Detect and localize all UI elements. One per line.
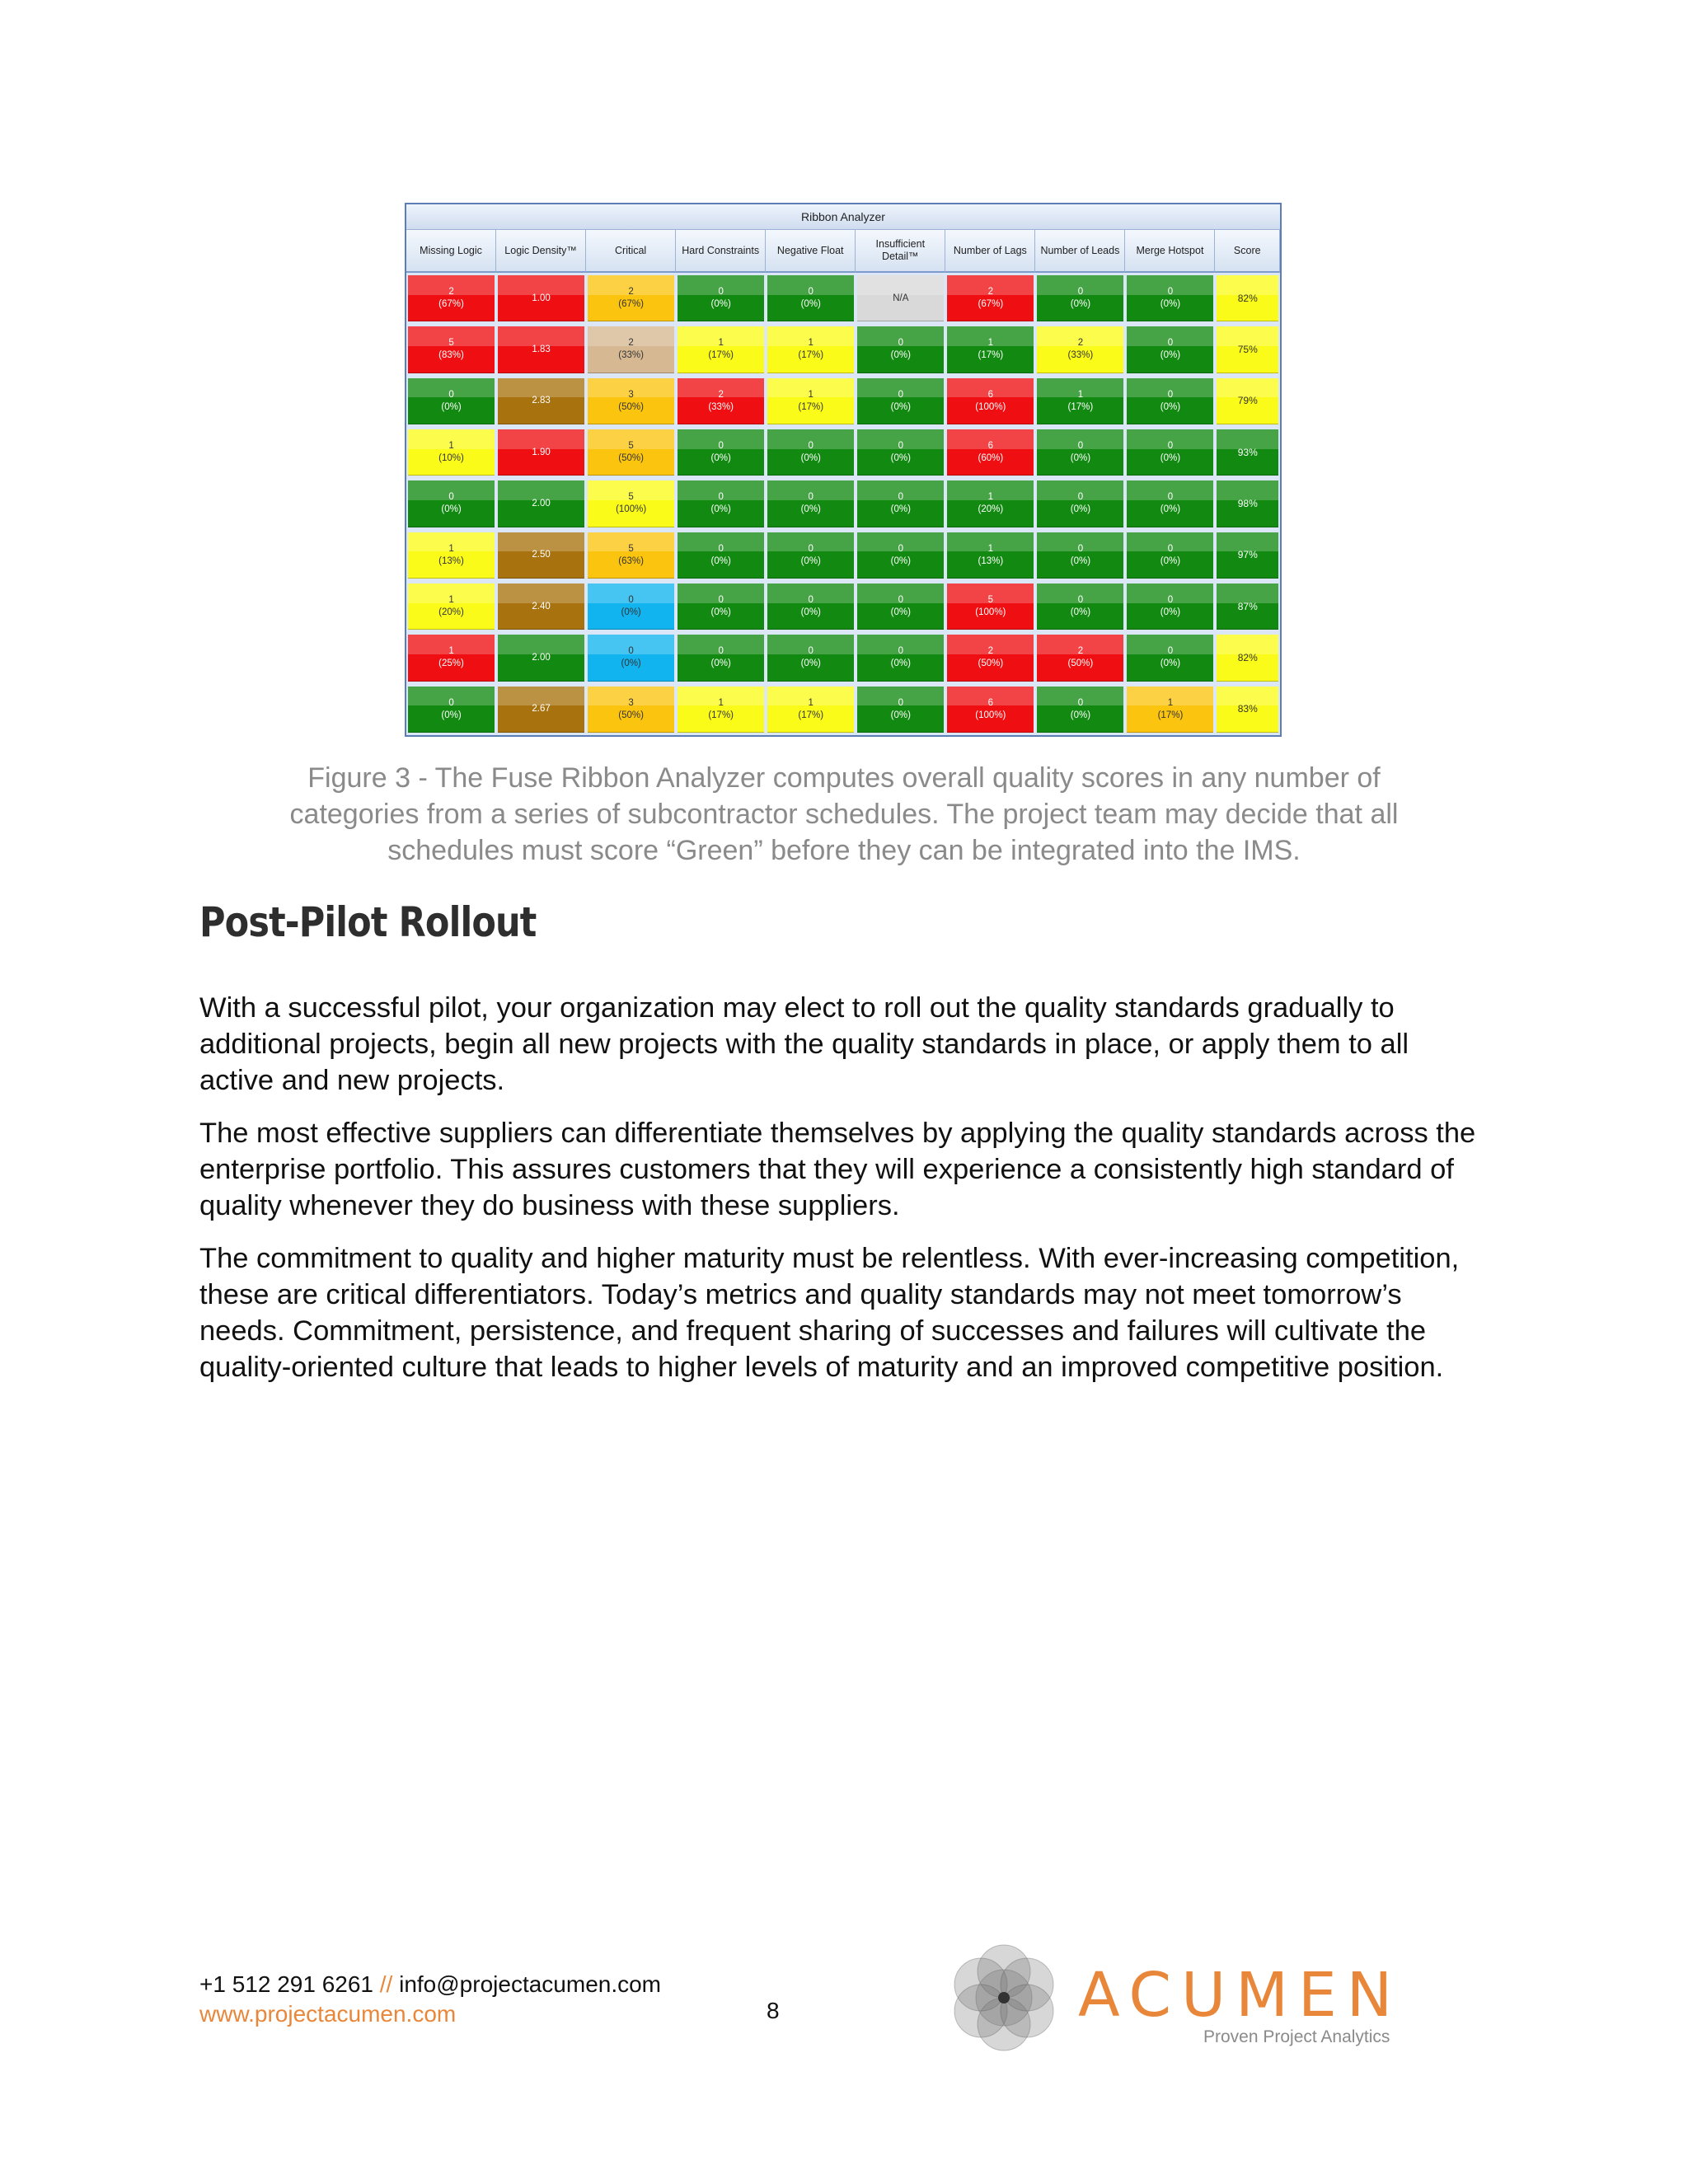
cell-percent: (0%): [1160, 555, 1181, 566]
metric-cell: [857, 532, 944, 579]
cell-percent: (0%): [621, 658, 641, 669]
metric-cell: [857, 480, 944, 527]
cell-percent: (67%): [438, 299, 464, 310]
metric-cell: [767, 480, 854, 527]
cell-percent: (50%): [1067, 658, 1094, 669]
cell-percent: (67%): [618, 299, 644, 310]
cell-value: 0: [898, 697, 903, 708]
cell-value: 93%: [1237, 446, 1258, 458]
cell-value: 5: [628, 441, 634, 452]
cell-value: 0: [1077, 441, 1084, 452]
cell-percent: (33%): [1067, 350, 1094, 361]
cell-value: 2: [1077, 338, 1084, 349]
metric-cell: [408, 378, 495, 424]
metric-cell: [767, 326, 854, 373]
cell-value: 2: [987, 287, 994, 298]
cell-value: 1: [987, 543, 994, 554]
cell-value: 0: [808, 543, 814, 554]
cell-percent: (17%): [708, 710, 734, 720]
cell-value: 0: [1077, 697, 1084, 708]
metric-cell: [857, 583, 944, 630]
cell-percent: (50%): [618, 710, 644, 720]
cell-value: 2.67: [532, 704, 551, 715]
metric-cell: [1037, 480, 1123, 527]
cell-value: N/A: [893, 293, 909, 303]
cell-percent: (17%): [708, 350, 734, 361]
cell-value: 2: [1077, 646, 1084, 657]
column-header: Score: [1215, 230, 1280, 273]
cell-value: 79%: [1237, 395, 1258, 407]
cell-percent: (50%): [978, 658, 1004, 669]
caption-line: schedules must score “Green” before they can be integrated into the IMS.: [387, 835, 1301, 866]
metric-cell: [1127, 429, 1213, 476]
cell-value: 0: [718, 595, 724, 606]
score-cell: [1217, 275, 1278, 321]
cell-value: 75%: [1237, 343, 1258, 355]
metric-cell: [1127, 583, 1213, 630]
acumen-logo-tagline: Proven Project Analytics: [1203, 2027, 1390, 2046]
cell-percent: (0%): [710, 607, 731, 618]
cell-value: 97%: [1237, 549, 1258, 561]
cell-percent: (0%): [1070, 453, 1091, 464]
cell-value: 0: [1167, 441, 1174, 452]
metric-cell: [857, 326, 944, 373]
metric-cell: [947, 583, 1034, 630]
score-cell: [1217, 429, 1278, 476]
metric-cell: [498, 583, 584, 630]
figure-caption: [206, 760, 1482, 869]
cell-value: 0: [628, 646, 634, 657]
cell-percent: (0%): [710, 658, 731, 669]
metric-cell: [408, 583, 495, 630]
cell-value: 1: [448, 441, 454, 452]
cell-value: 5: [628, 543, 634, 554]
cell-percent: (0%): [1160, 504, 1181, 515]
metric-cell: [678, 687, 764, 733]
metric-cell: [947, 275, 1034, 321]
cell-percent: (0%): [1070, 710, 1091, 720]
cell-value: 0: [448, 492, 454, 503]
cell-value: 98%: [1237, 497, 1258, 509]
cell-percent: (17%): [1067, 401, 1094, 412]
cell-value: 1: [448, 543, 454, 554]
cell-percent: (0%): [441, 401, 462, 412]
cell-value: 0: [898, 338, 903, 349]
cell-value: 0: [448, 389, 454, 400]
cell-percent: (0%): [1160, 453, 1181, 464]
cell-value: 0: [1077, 595, 1084, 606]
metric-cell: [408, 687, 495, 733]
cell-value: 0: [808, 492, 814, 503]
metric-cell: [857, 635, 944, 681]
cell-percent: (13%): [978, 555, 1004, 566]
metric-cell: [408, 326, 495, 373]
metric-cell: [498, 429, 584, 476]
cell-value: 1: [718, 338, 724, 349]
cell-value: 0: [898, 441, 903, 452]
metric-cell: [1037, 378, 1123, 424]
metric-cell: [588, 635, 674, 681]
score-cell: [1217, 687, 1278, 733]
cell-value: 2.00: [532, 652, 551, 663]
cell-percent: (0%): [890, 607, 911, 618]
cell-percent: (0%): [1160, 607, 1181, 618]
cell-value: 0: [898, 543, 903, 554]
cell-percent: (33%): [618, 350, 644, 361]
cell-value: 0: [628, 595, 634, 606]
score-cell: [1217, 480, 1278, 527]
metric-cell: [1127, 480, 1213, 527]
metric-cell: [1127, 378, 1213, 424]
metric-cell: [767, 429, 854, 476]
cell-value: 0: [808, 287, 814, 298]
cell-percent: (0%): [1070, 607, 1091, 618]
cell-value: 5: [628, 492, 634, 503]
cell-value: 1: [987, 338, 994, 349]
metric-cell: [1037, 429, 1123, 476]
cell-value: 1: [1167, 697, 1174, 708]
cell-value: 2: [628, 338, 634, 349]
column-header: Number of Lags: [945, 230, 1035, 273]
metric-cell: [588, 326, 674, 373]
score-cell: [1217, 532, 1278, 579]
cell-percent: (0%): [710, 453, 731, 464]
cell-percent: (0%): [890, 453, 911, 464]
score-cell: [1217, 378, 1278, 424]
metric-cell: [767, 378, 854, 424]
metric-cell: [588, 378, 674, 424]
metric-cell: [408, 429, 495, 476]
cell-value: 2: [448, 287, 454, 298]
cell-value: 0: [898, 595, 903, 606]
metric-cell: [1127, 275, 1213, 321]
cell-value: 5: [987, 595, 994, 606]
cell-percent: (17%): [798, 710, 824, 720]
metric-cell: [1037, 583, 1123, 630]
cell-percent: (60%): [978, 453, 1004, 464]
cell-percent: (0%): [441, 504, 462, 515]
cell-percent: (0%): [1160, 350, 1181, 361]
body-paragraph: The most effective suppliers can differentiate themselves by applying the quality standards across the enterprise portfolio. This assures customers that they will experience a consistently high standard of quality whenever they do business with these suppliers.: [199, 1118, 1476, 1221]
metric-cell: [1127, 687, 1213, 733]
cell-percent: (67%): [978, 299, 1004, 310]
metric-cell: [498, 275, 584, 321]
cell-value: 0: [718, 287, 724, 298]
cell-percent: (0%): [890, 504, 911, 515]
cell-value: 0: [718, 543, 724, 554]
cell-value: 0: [718, 492, 724, 503]
metric-cell: [498, 326, 584, 373]
cell-value: 2.83: [532, 396, 551, 406]
metric-cell: [857, 275, 944, 321]
cell-percent: (50%): [618, 453, 644, 464]
ribbon-analyzer-title: Ribbon Analyzer: [406, 204, 1280, 230]
cell-percent: (100%): [975, 710, 1006, 720]
cell-percent: (0%): [890, 401, 911, 412]
cell-percent: (0%): [1070, 299, 1091, 310]
cell-value: 6: [987, 697, 994, 708]
metric-cell: [498, 532, 584, 579]
cell-value: 87%: [1237, 600, 1258, 612]
cell-value: 1.00: [532, 293, 551, 303]
body-paragraph: With a successful pilot, your organization may elect to roll out the quality standards gradually to additional projects, begin all new projects with the quality standards in place, or apply them to all active and new projects.: [199, 992, 1409, 1096]
metric-cell: [498, 635, 584, 681]
metric-cell: [947, 532, 1034, 579]
cell-percent: (0%): [890, 658, 911, 669]
column-header: Insufficient Detail™: [856, 230, 945, 273]
cell-percent: (0%): [1070, 555, 1091, 566]
cell-value: 1: [808, 338, 814, 349]
cell-percent: (0%): [890, 710, 911, 720]
metric-cell: [678, 429, 764, 476]
metric-cell: [1037, 326, 1123, 373]
cell-percent: (0%): [1070, 504, 1091, 515]
cell-percent: (17%): [798, 401, 824, 412]
cell-percent: (33%): [708, 401, 734, 412]
metric-cell: [408, 480, 495, 527]
metric-cell: [678, 326, 764, 373]
cell-percent: (0%): [800, 555, 821, 566]
cell-value: 1: [987, 492, 994, 503]
cell-value: 0: [448, 697, 454, 708]
cell-value: 0: [898, 492, 903, 503]
metric-cell: [408, 275, 495, 321]
footer-phone: +1 512 291 6261: [199, 1971, 373, 1997]
column-header: Missing Logic: [406, 230, 496, 273]
cell-value: 1.83: [532, 344, 551, 354]
cell-percent: (0%): [441, 710, 462, 720]
metric-cell: [678, 275, 764, 321]
cell-percent: (0%): [1160, 299, 1181, 310]
metric-cell: [857, 378, 944, 424]
metric-cell: [678, 532, 764, 579]
cell-value: 2.50: [532, 550, 551, 560]
metric-cell: [1127, 326, 1213, 373]
metric-cell: [947, 429, 1034, 476]
cell-value: 0: [1167, 338, 1174, 349]
cell-value: 0: [1077, 543, 1084, 554]
cell-value: 0: [1077, 492, 1084, 503]
metric-cell: [588, 687, 674, 733]
acumen-logo-wordmark: ACUMEN: [1078, 1960, 1403, 2031]
cell-value: 1: [718, 697, 724, 708]
cell-value: 3: [628, 697, 634, 708]
cell-percent: (50%): [618, 401, 644, 412]
metric-cell: [767, 687, 854, 733]
cell-percent: (0%): [1160, 401, 1181, 412]
cell-percent: (0%): [621, 607, 641, 618]
cell-percent: (25%): [438, 658, 464, 669]
cell-value: 3: [628, 389, 634, 400]
metric-cell: [947, 378, 1034, 424]
cell-value: 82%: [1237, 651, 1258, 663]
cell-percent: (17%): [1157, 710, 1184, 720]
footer-contact: [199, 1970, 661, 2029]
metric-cell: [1037, 635, 1123, 681]
cell-value: 0: [718, 441, 724, 452]
cell-value: 1: [808, 697, 814, 708]
score-cell: [1217, 326, 1278, 373]
cell-value: 0: [1167, 543, 1174, 554]
metric-cell: [767, 583, 854, 630]
page-number: 8: [767, 1998, 780, 2023]
body-paragraph: The commitment to quality and higher maturity must be relentless. With ever-increasing competition, these are critical differentiators. Today’s metrics and quality standards may not meet tomorrow’s needs. Commitment, persistence, and frequent sharing of successes and failures will cultivate the quality-oriented culture that leads to higher levels of maturity and an improved competitive position.: [199, 1243, 1460, 1383]
cell-value: 0: [1167, 646, 1174, 657]
cell-percent: (20%): [978, 504, 1004, 515]
cell-percent: (100%): [616, 504, 647, 515]
metric-cell: [498, 378, 584, 424]
cell-value: 6: [987, 441, 994, 452]
cell-value: 1: [1077, 389, 1084, 400]
section-heading: Post-Pilot Rollout: [199, 898, 537, 946]
cell-percent: (100%): [975, 401, 1006, 412]
caption-line: Figure 3 - The Fuse Ribbon Analyzer computes overall quality scores in any number of: [307, 762, 1381, 794]
metric-cell: [857, 429, 944, 476]
metric-cell: [947, 687, 1034, 733]
metric-cell: [1037, 532, 1123, 579]
metric-cell: [498, 687, 584, 733]
metric-cell: [678, 583, 764, 630]
column-header: Merge Hotspot: [1125, 230, 1215, 273]
cell-percent: (0%): [710, 504, 731, 515]
cell-percent: (0%): [890, 555, 911, 566]
metric-cell: [408, 532, 495, 579]
cell-value: 82%: [1237, 292, 1258, 304]
cell-value: 1: [808, 389, 814, 400]
cell-percent: (100%): [975, 607, 1006, 618]
cell-percent: (0%): [1160, 658, 1181, 669]
column-header: Number of Leads: [1035, 230, 1125, 273]
cell-value: 0: [1167, 389, 1174, 400]
ribbon-analyzer-grid: [406, 230, 1280, 735]
column-header: Negative Float: [766, 230, 856, 273]
column-header: Hard Constraints: [676, 230, 766, 273]
cell-value: 0: [1167, 595, 1174, 606]
cell-value: 0: [898, 646, 903, 657]
cell-value: 2.00: [532, 498, 551, 509]
cell-value: 2: [628, 287, 634, 298]
cell-percent: (0%): [800, 453, 821, 464]
cell-value: 5: [448, 338, 454, 349]
cell-percent: (0%): [800, 658, 821, 669]
cell-value: 6: [987, 389, 994, 400]
metric-cell: [588, 583, 674, 630]
metric-cell: [678, 378, 764, 424]
cell-value: 2.40: [532, 601, 551, 612]
metric-cell: [588, 275, 674, 321]
cell-value: 0: [1167, 287, 1174, 298]
cell-percent: (17%): [798, 350, 824, 361]
cell-percent: (0%): [890, 350, 911, 361]
cell-percent: (0%): [710, 555, 731, 566]
metric-cell: [678, 635, 764, 681]
footer-email[interactable]: info@projectacumen.com: [399, 1971, 662, 1997]
cell-value: 0: [808, 646, 814, 657]
footer-separator: //: [379, 1971, 393, 1997]
score-cell: [1217, 583, 1278, 630]
cell-value: 0: [1167, 492, 1174, 503]
cell-percent: (17%): [978, 350, 1004, 361]
cell-value: 2: [987, 646, 994, 657]
cell-percent: (0%): [800, 504, 821, 515]
metric-cell: [588, 480, 674, 527]
metric-cell: [767, 275, 854, 321]
cell-value: 83%: [1237, 703, 1258, 715]
column-header: Logic Density™: [496, 230, 586, 273]
metric-cell: [1127, 635, 1213, 681]
cell-value: 0: [808, 441, 814, 452]
cell-percent: (0%): [710, 299, 731, 310]
metric-cell: [767, 532, 854, 579]
footer-website-link[interactable]: www.projectacumen.com: [199, 2001, 457, 2027]
metric-cell: [588, 429, 674, 476]
metric-cell: [408, 635, 495, 681]
metric-cell: [678, 480, 764, 527]
metric-cell: [947, 480, 1034, 527]
metric-cell: [947, 326, 1034, 373]
cell-value: 2: [718, 389, 724, 400]
cell-value: 1: [448, 595, 454, 606]
metric-cell: [1037, 275, 1123, 321]
cell-value: 1.90: [532, 447, 551, 457]
cell-percent: (0%): [800, 607, 821, 618]
column-header: Critical: [586, 230, 676, 273]
metric-cell: [588, 532, 674, 579]
ribbon-analyzer-figure: [405, 203, 1282, 737]
acumen-logo-flower-icon: [946, 1940, 1062, 2055]
metric-cell: [767, 635, 854, 681]
cell-percent: (83%): [438, 350, 464, 361]
cell-value: 1: [448, 646, 454, 657]
cell-value: 0: [1077, 287, 1084, 298]
cell-percent: (0%): [800, 299, 821, 310]
cell-value: 0: [898, 389, 903, 400]
metric-cell: [1127, 532, 1213, 579]
cell-percent: (63%): [618, 555, 644, 566]
metric-cell: [498, 480, 584, 527]
caption-line: categories from a series of subcontractor schedules. The project team may decide that all: [289, 799, 1399, 830]
metric-cell: [1037, 687, 1123, 733]
cell-value: 0: [718, 646, 724, 657]
cell-value: 0: [808, 595, 814, 606]
score-cell: [1217, 635, 1278, 681]
cell-percent: (20%): [438, 607, 464, 618]
cell-percent: (13%): [438, 555, 464, 566]
metric-cell: [947, 635, 1034, 681]
cell-percent: (10%): [438, 453, 464, 464]
metric-cell: [857, 687, 944, 733]
